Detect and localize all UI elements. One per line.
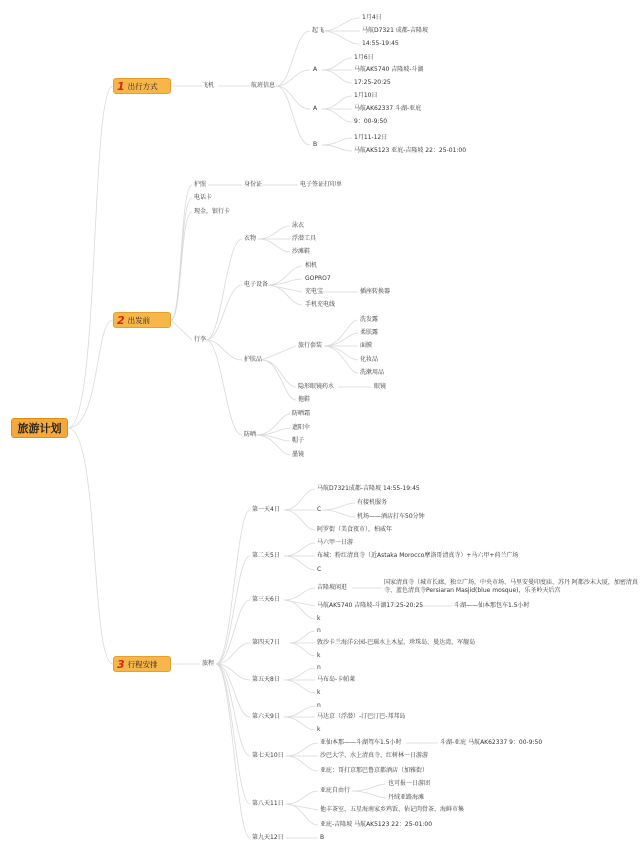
node-id-card[interactable]: 身份证 — [244, 181, 263, 188]
node-flight-detail[interactable]: 1月11-12日 — [354, 134, 388, 141]
node-b[interactable]: B — [313, 141, 318, 148]
section-transport[interactable] — [113, 78, 171, 94]
node-day-item[interactable]: 马达京（浮潜）-汀巴汀巴-邦邦岛 — [317, 713, 406, 720]
node-item[interactable]: 浮潜工具 — [292, 235, 317, 242]
node-day[interactable]: 第九天12日 — [252, 834, 284, 841]
node-day[interactable]: 第七天10日 — [252, 752, 284, 759]
node-item[interactable]: 手机充电线 — [305, 301, 336, 308]
node-flight-detail[interactable]: 1月4日 — [362, 14, 382, 21]
node-day-item[interactable]: 阿罗街（美食夜市），柏威年 — [317, 526, 393, 533]
node-flight-detail[interactable]: 马航AK62337 斗湖-亚庇 — [354, 105, 422, 112]
node-day-item[interactable]: 亚庇-吉隆坡 马航AK5123 22：25-01:00 — [320, 821, 433, 828]
section-label: 行程安排 — [127, 659, 158, 669]
node-day-item[interactable]: C — [317, 566, 322, 573]
node-item[interactable]: 帽子 — [292, 437, 305, 444]
node-evisa[interactable]: 电子签证打印单 — [300, 181, 343, 188]
node-day-item[interactable]: C — [317, 506, 322, 513]
section-number: 2 — [117, 313, 125, 327]
section-before-departure[interactable] — [113, 312, 171, 328]
node-day-item[interactable]: 敦沙卡兰海洋公园-巴瑶水上木屋，珍珠岛，曼达湾，军舰岛 — [317, 639, 476, 646]
node-day-item[interactable]: n — [317, 627, 321, 634]
node-item[interactable]: 面膜 — [360, 342, 373, 349]
node-day-item[interactable]: 沙巴大学、水上清真寺、红树林一日游游 — [320, 752, 429, 759]
node-item[interactable]: 沙滩鞋 — [292, 248, 311, 255]
node-item[interactable]: 防晒霜 — [292, 410, 311, 417]
node-clothes[interactable]: 衣物 — [244, 235, 257, 242]
node-day-sub[interactable]: 丹绒亚路海滩 — [388, 794, 425, 801]
node-sim-card[interactable]: 电话卡 — [194, 194, 213, 201]
node-flight-detail[interactable]: 马航AK5123 亚庇-吉隆坡 22：25-01:00 — [354, 147, 467, 154]
node-day-sub[interactable]: 国家清真寺（城市长廊，独立广场，中央市场、马里安曼印度庙、苏丹 阿都沙末大厦，加密清真寺、蓝色清真寺Persiaran Masjid(blue mosque)，乐圣岭天后宫 — [384, 579, 638, 594]
node-day[interactable]: 第一天4日 — [252, 506, 280, 513]
node-day-item[interactable]: 马六甲一日游 — [317, 539, 354, 546]
node-day[interactable]: 第八天11日 — [252, 800, 284, 807]
node-takeoff[interactable]: 起飞 — [312, 27, 325, 34]
node-electronics[interactable]: 电子设备 — [244, 281, 269, 288]
node-item[interactable]: 洗发露 — [360, 316, 379, 323]
node-item[interactable]: 洗漱用品 — [360, 369, 385, 376]
node-day-item[interactable]: B — [320, 834, 325, 841]
node-a[interactable]: A — [313, 66, 318, 73]
node-a[interactable]: A — [313, 105, 318, 112]
node-day-item[interactable]: 马航D7321成都-吉隆坡 14:55-19:45 — [317, 485, 420, 492]
node-item[interactable]: 泳衣 — [292, 222, 305, 229]
node-day-item[interactable]: 亚庇自由行 — [320, 787, 351, 794]
node-day-item[interactable]: k — [317, 726, 321, 733]
section-label: 出行方式 — [127, 81, 158, 91]
node-skincare[interactable]: 护肤品 — [244, 356, 263, 363]
node-day-item[interactable]: 他丰茶室、五星海南家乡鸡饭、佑记肉骨茶、海鲜市集 — [320, 806, 465, 813]
node-day-item[interactable]: 亚庇：哥打京那巴鲁京都酒店（加雅街） — [320, 767, 429, 774]
node-day-item[interactable]: 马布岛-卡帕莱 — [317, 676, 356, 683]
node-day-item[interactable]: 吉隆坡闲逛 — [317, 584, 348, 591]
node-day-sub[interactable]: 斗湖-亚庇 马航AK62337 9：00-9:50 — [440, 739, 543, 746]
node-item[interactable]: 相机 — [305, 262, 318, 269]
section-label: 出发前 — [127, 315, 151, 325]
node-item[interactable]: 遮阳伞 — [292, 424, 311, 431]
node-glasses[interactable]: 眼镜 — [374, 383, 387, 390]
node-day-item[interactable]: k — [317, 689, 321, 696]
node-item[interactable]: GOPRO7 — [305, 275, 331, 282]
node-plane[interactable]: 飞机 — [202, 82, 215, 89]
root-node[interactable]: 旅游计划 — [11, 418, 68, 438]
node-day-item[interactable]: 亚仙本那——斗湖驾车1.5小时 — [320, 739, 402, 746]
node-day[interactable]: 第四天7日 — [252, 639, 280, 646]
node-day-sub[interactable]: 也可报一日游团 — [388, 780, 431, 787]
node-day-sub[interactable]: 斗湖——仙本那包车1.5小时 — [454, 602, 530, 609]
node-slippers[interactable]: 拖鞋 — [298, 396, 311, 403]
node-item[interactable]: 化妆品 — [360, 356, 379, 363]
node-contacts[interactable]: 隐形眼镜药水 — [298, 383, 335, 390]
node-cash[interactable]: 现金，银行卡 — [194, 208, 231, 215]
node-item[interactable]: 柔肤露 — [360, 329, 379, 336]
section-number: 3 — [117, 657, 125, 671]
node-travel-set[interactable]: 旅行套装 — [298, 342, 323, 349]
section-itinerary[interactable] — [113, 656, 171, 672]
node-item[interactable]: 墨镜 — [292, 451, 305, 458]
node-flight-detail[interactable]: 1月10日 — [354, 92, 378, 99]
node-flight-detail[interactable]: 马航AK5740 吉隆坡-斗湖 — [354, 66, 424, 73]
node-day-item[interactable]: n — [317, 702, 321, 709]
node-sun-protection[interactable]: 防晒 — [244, 431, 257, 438]
node-item[interactable]: 充电宝 — [305, 288, 324, 295]
node-flight-info[interactable]: 航班信息 — [251, 82, 276, 89]
node-flight-detail[interactable]: 1月6日 — [354, 54, 374, 61]
node-flight-detail[interactable]: 马航D7321 成都-吉隆坡 — [362, 27, 428, 34]
node-passport[interactable]: 护照 — [194, 181, 207, 188]
node-day-sub[interactable]: 机场——酒店打车50分钟 — [357, 513, 425, 520]
node-day-sub[interactable]: 有接机服务 — [357, 499, 388, 506]
node-flight-detail[interactable]: 9：00-9:50 — [354, 118, 388, 125]
node-day[interactable]: 第五天8日 — [252, 676, 280, 683]
node-day-item[interactable]: 布城：粉红清真寺（近Astaka Morocco摩洛哥清真寺）+马六甲+荷兰广场 — [317, 552, 519, 559]
section-number: 1 — [117, 79, 125, 93]
node-day[interactable]: 第六天9日 — [252, 713, 280, 720]
node-day-item[interactable]: k — [317, 615, 321, 622]
node-flight-detail[interactable]: 17:25-20:25 — [354, 79, 391, 86]
node-adapter[interactable]: 插座转换器 — [360, 288, 391, 295]
node-day-item[interactable]: k — [317, 652, 321, 659]
node-flight-detail[interactable]: 14:55-19:45 — [362, 40, 399, 47]
node-luggage[interactable]: 行李 — [194, 336, 207, 343]
node-day[interactable]: 第三天6日 — [252, 596, 280, 603]
node-day[interactable]: 第二天5日 — [252, 552, 280, 559]
node-journey[interactable]: 旅程 — [202, 660, 215, 667]
node-day-item[interactable]: n — [317, 664, 321, 671]
node-day-item[interactable]: 马航AK5740 吉隆坡-斗湖17:25-20:25 — [317, 602, 424, 609]
